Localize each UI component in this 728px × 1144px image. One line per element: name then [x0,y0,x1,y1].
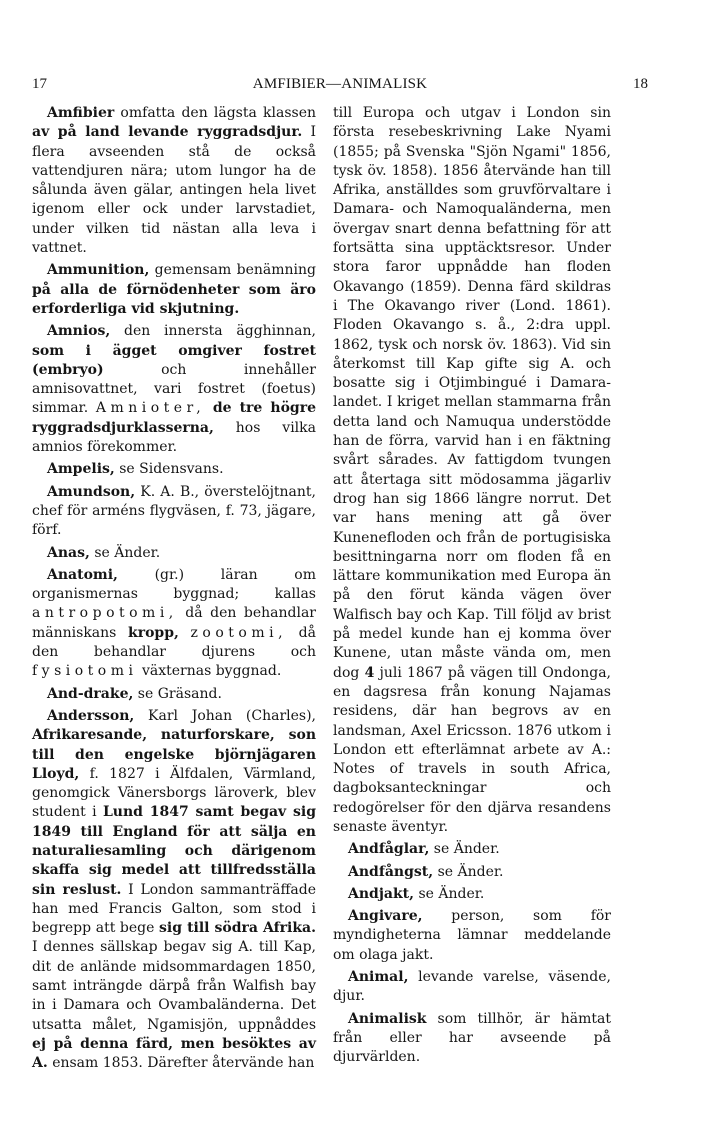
entry-animalisk: Animalisk som tillhör, är hämtat från eller har avseende på djurvärlden. [333,1010,611,1066]
entry-amnios: Amnios, den innersta ägghinnan, som i ägget omgiver fostret (embryo) och innehåller amnisovattnet, vari fostret (foetus) simmar. Amnioter, de tre högre ryggradsdjurklasserna, hos vilka amnios förekommer. [32,323,316,456]
right-column [333,104,611,1071]
entry-andersson: Andersson, Karl Johan (Charles), Afrikaresande, naturforskare, son till den engelske björnjägaren Lloyd, f. 1827 i Älfdalen, Värmland, genomgick Vänersborgs läroverk, blev student i Lund 1847 samt begav sig 1849 till England för att sälja en naturaliesamling och därigenom skaffa sig medel att tillfredsställa sin reslust. I London sammanträffade han med Francis Galton, som stod i begrepp att bege sig till södra Afrika. I dennes sällskap begav sig A. till Kap, dit de anlände midsommardagen 1850, samt inträngde därpå från Walfish bay in i Damara och Ovambaländerna. Det utsatta målet, Ngamisjön, uppnåddes ej på denna färd, men besöktes av A. ensam 1853. Därefter återvände han [32,707,316,1072]
headword: Amundson, [47,483,136,500]
page-number-left: 17 [32,76,47,92]
headword: Angivare, [348,908,423,925]
headword: Amfibier [47,105,115,121]
entry-anas: Anas, se Änder. [47,544,161,561]
entry-andfaglar: Andfåglar, se Änder. [348,841,500,858]
entry-animal: Animal, levande varelse, väsende, djur. [333,969,611,1005]
headword: Animalisk [348,1010,427,1027]
headword: Andfångst, [348,863,434,880]
headword: Ammunition, [47,262,150,279]
entry-anatomi: Anatomi, (gr.) läran om organismernas byggnad; kallas antropotomi, då den behandlar människans kropp, zootomi, då den behandlar djurens och fysiotomi växternas byggnad. [32,566,316,680]
headword: Andjakt, [348,885,415,902]
entry-ammunition: Ammunition, gemensam benämning på alla de förnödenheter som äro erforderliga vid skjutning. [32,262,316,317]
headword: Andfåglar, [348,841,430,858]
headword: Ampelis, [47,461,115,478]
entry-angivare: Angivare, person, som för myndigheterna lämnar meddelande om olaga jakt. [333,908,611,963]
entry-amfibier: Amfibier omfatta den lägsta klassen av på land levande ryggradsdjur. I flera avseenden stå de också vattendjuren nära; utom lungor ha de sålunda även gälar, antingen hela livet igenom eller ock under larvstadiet, under vilken tid nästan alla leva i vattnet. [32,105,316,257]
headword: Animal, [348,969,409,986]
entry-andjakt: Andjakt, se Änder. [348,885,485,902]
entry-andersson-continued: till Europa och utgav i London sin första resebeskrivning Lake Nyami (1855; på Svenska "Sjön Ngami" 1856, tysk öv. 1858). 1856 återvände han till Afrika, anställdes som gruvförvaltare i Damara- och Namoqualänderna, men övergav snart denna befattning för att fortsätta sina upptäcktsresor. Under stora faror uppnådde han floden Okavango (1859). Denna färd skildras i The Okavango river (Lond. 1861). Floden Okavango s. å., 2:dra uppl. 1862, tysk och norsk öv. 1863). Vid sin återkomst till Kap gifte sig A. och bosatte sig i Otjimbingué i Damara-landet. I kriget mellan stammarna från detta land och Namuqua understödde han de förra, varvid han i en fäktning svårt sårades. Av fattigdom tvungen att återtaga sitt mödosamma jägarliv drog han sig 1866 längre norrut. Det var hans mening att gå över Kunenefloden och från de portugisiska besittningarna norr om floden få en lättare kommunikation med Europa än på den förut kända vägen över Walfisch bay och Kap. Till följd av brist på medel kunde han ej komma över Kunene, utan måste vända om, men dog 4 juli 1867 på vägen till Ondonga, en dagsresa från konung Najamas residens, där han begrovs av en landsman, Axel Ericsson. 1876 utkom i London ett efterlämnat arbete av A.: Notes of travels in south Africa, dagboksanteckningar och redogörelser för den djärva resandens senaste äventyr. [333,105,611,835]
entry-and-drake: And-drake, se Gräsand. [47,685,222,702]
entry-ampelis: Ampelis, se Sidensvans. [47,461,224,478]
entry-amundson: Amundson, K. A. B., överstelöjtnant, chef för arméns flygväsen, f. 73, jägare, förf. [32,483,316,539]
running-title: AMFIBIER—ANIMALISK [252,76,428,92]
headword: Anas, [47,544,90,561]
page-number-right: 18 [633,76,648,92]
headword: Andersson, [47,707,135,724]
page-header [32,76,648,96]
headword: And-drake, [47,685,134,702]
headword: Anatomi, [47,566,118,583]
left-column [32,104,316,1077]
entry-andfangst: Andfångst, se Änder. [348,863,504,880]
headword: Amnios, [47,323,111,340]
